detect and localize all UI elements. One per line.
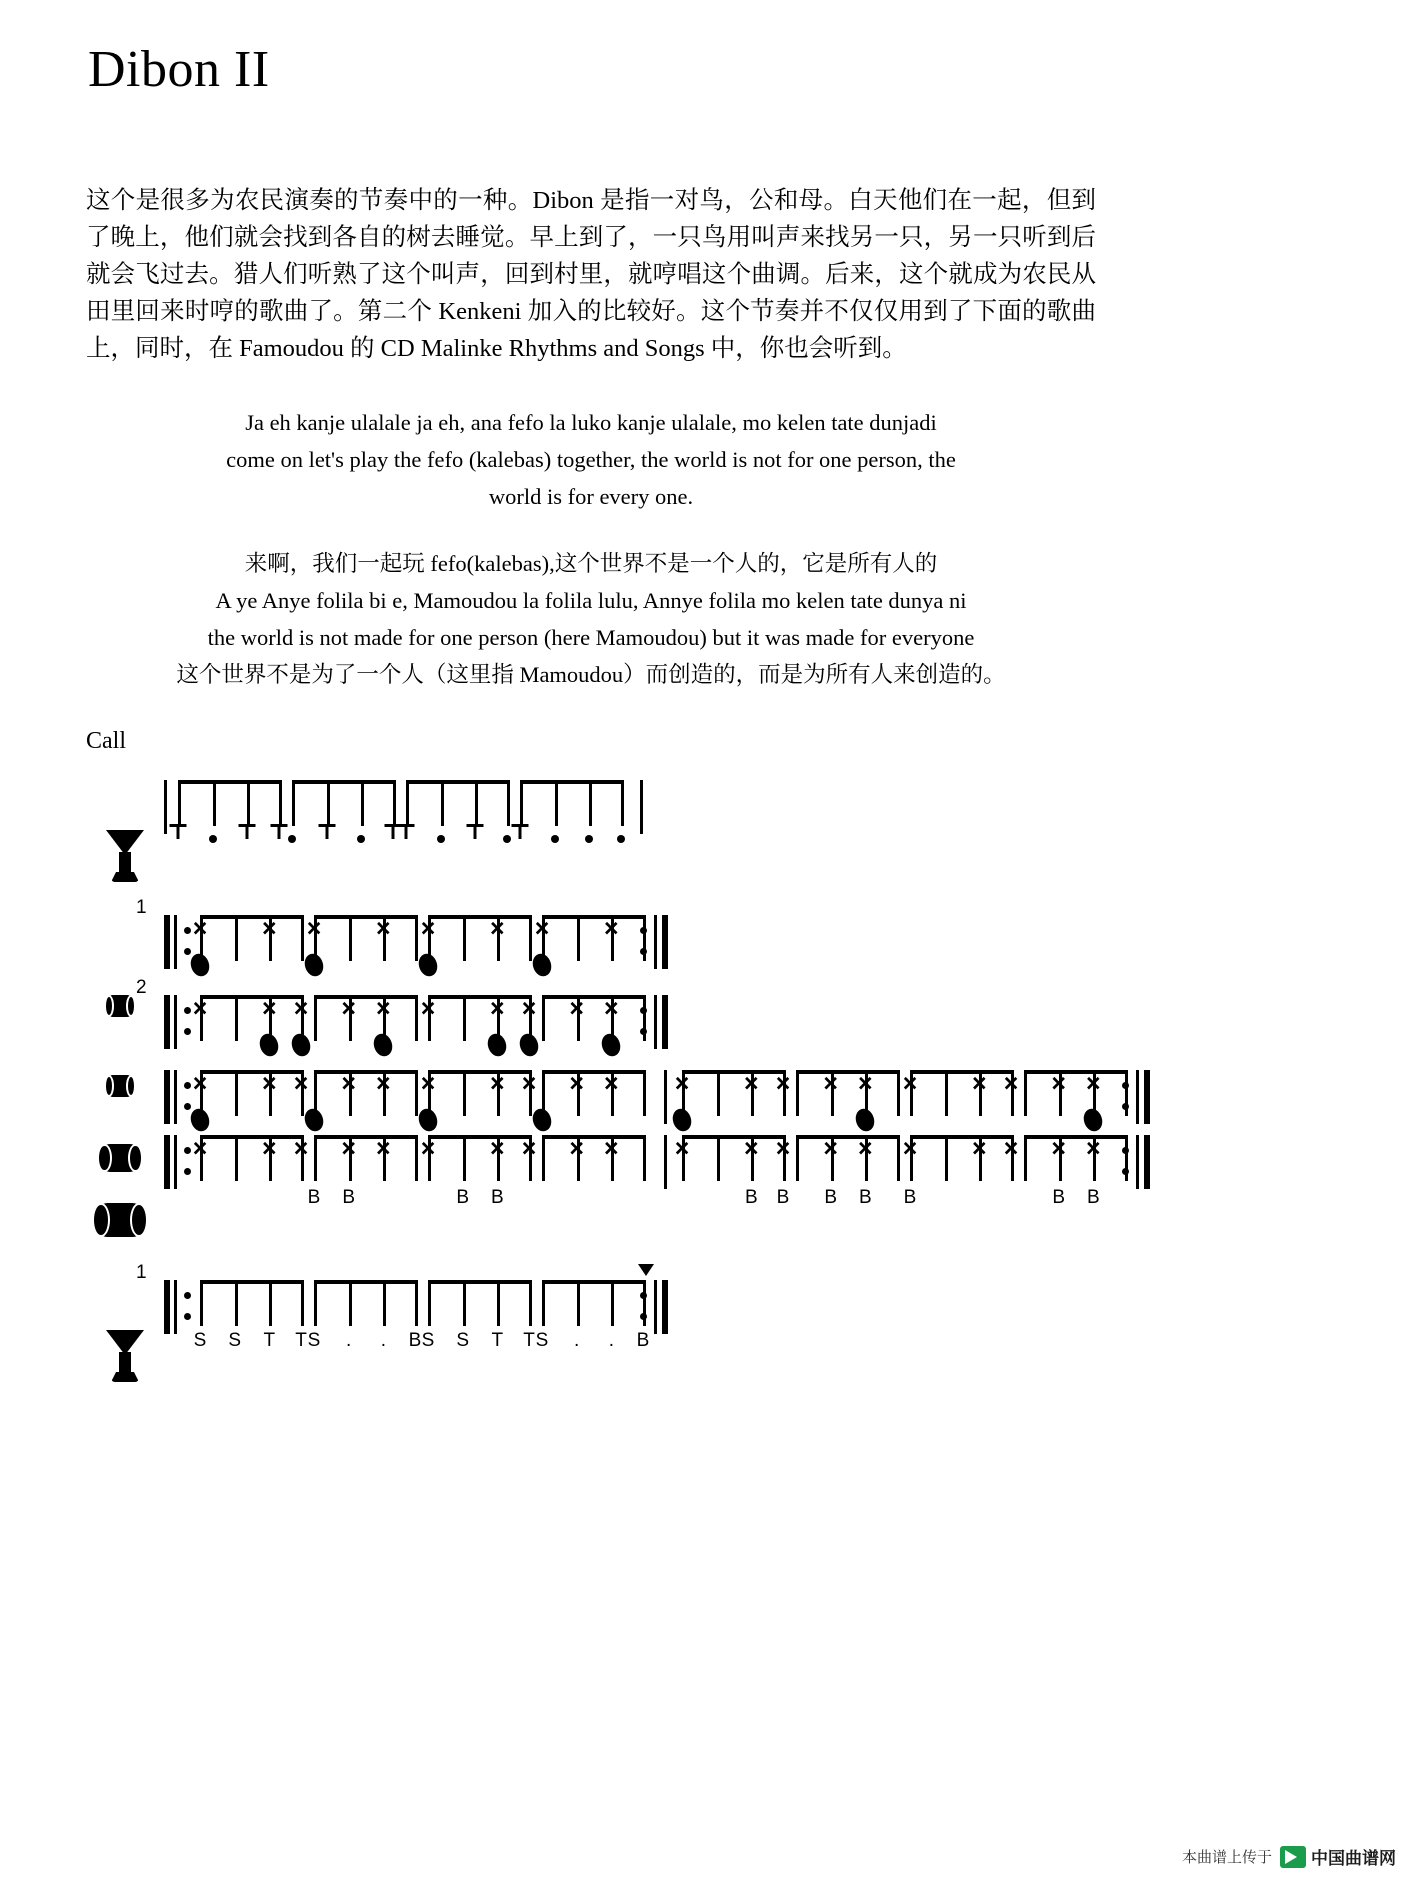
djembe-stem: [119, 852, 131, 874]
beam: [314, 1280, 418, 1284]
note-stem: [314, 995, 317, 1041]
x-notehead: ×: [293, 1134, 309, 1163]
bass-letter: B: [858, 1187, 872, 1208]
x-notehead: ×: [376, 1069, 391, 1098]
note-syllable: B: [636, 1330, 650, 1351]
repeat-dot: [640, 1007, 647, 1014]
beam: [200, 995, 304, 999]
note-syllable: S: [421, 1330, 435, 1351]
note-stem: [301, 915, 304, 961]
note-stem: [555, 780, 558, 826]
note-syllable: S: [307, 1330, 321, 1351]
repeat-dot: [184, 1103, 191, 1110]
note-stem: [383, 1280, 386, 1326]
x-notehead: ×: [858, 1134, 873, 1163]
x-notehead: ×: [604, 1069, 619, 1098]
x-notehead: ×: [192, 1134, 208, 1163]
x-notehead: ×: [1086, 1134, 1101, 1163]
note-stem: [577, 1280, 580, 1326]
barline: [1136, 1135, 1139, 1189]
note-syllable: .: [346, 1330, 352, 1351]
ending-number: 1: [136, 897, 147, 918]
note-syllable: S: [456, 1330, 469, 1351]
beam: [542, 915, 646, 919]
barline: [654, 1280, 657, 1334]
bass-letter: B: [342, 1187, 355, 1208]
note-stem: [393, 780, 396, 826]
note-stem: [611, 1280, 614, 1326]
dunun-head-right: [130, 1203, 148, 1237]
x-notehead: ×: [569, 1134, 584, 1163]
x-notehead: ×: [293, 994, 309, 1023]
note-syllable: B: [408, 1330, 422, 1351]
note-stem: [200, 1280, 203, 1326]
beam: [200, 1070, 304, 1074]
repeat-dots: [184, 1082, 191, 1110]
thick-barline: [662, 1280, 668, 1334]
x-notehead: ×: [192, 994, 208, 1023]
beam: [200, 1135, 304, 1139]
rest-dot: [617, 835, 625, 843]
x-notehead: ×: [341, 1134, 356, 1163]
lyric-line: come on let's play the fefo (kalebas) together, the world is not for one person, the: [226, 447, 956, 472]
beam: [314, 1070, 418, 1074]
x-notehead: ×: [569, 994, 584, 1023]
x-notehead: ×: [823, 1134, 838, 1163]
x-notehead: ×: [775, 1134, 791, 1163]
note-stem: [301, 1280, 304, 1326]
thick-barline: [164, 1280, 170, 1334]
barline: [164, 780, 167, 834]
repeat-dots: [184, 1007, 191, 1035]
barline: [654, 995, 657, 1049]
x-notehead: ×: [376, 914, 391, 943]
x-notehead: ×: [744, 1134, 759, 1163]
note-stem: [463, 1135, 466, 1181]
note-stem: [415, 995, 418, 1041]
beam: [428, 1135, 532, 1139]
beam: [200, 915, 304, 919]
note-stem: [235, 995, 238, 1041]
x-notehead: ×: [1051, 1069, 1066, 1098]
tap-tick: [398, 824, 415, 842]
note-stem: [897, 1135, 900, 1181]
note-stem: [327, 780, 330, 826]
note-stem: [542, 1135, 545, 1181]
x-notehead: ×: [490, 914, 505, 943]
note-stem: [415, 1135, 418, 1181]
beam: [292, 780, 396, 784]
x-notehead: ×: [420, 994, 436, 1023]
repeat-dot: [184, 1292, 191, 1299]
note-stem: [269, 1280, 272, 1326]
rest-dot: [437, 835, 445, 843]
note-stem: [292, 780, 295, 826]
bass-letter: B: [824, 1187, 837, 1208]
note-syllable: .: [380, 1330, 386, 1351]
x-notehead: ×: [306, 914, 322, 943]
note-stem: [415, 915, 418, 961]
bass-notehead: [188, 951, 212, 978]
bass-letter: B: [1052, 1187, 1065, 1208]
note-syllable: T: [491, 1330, 504, 1351]
lyric-line: A ye Anye folila bi e, Mamoudou la folila lulu, Annye folila mo kelen tate dunya ni: [215, 588, 967, 613]
repeat-dot: [184, 948, 191, 955]
repeat-dots: [640, 1292, 647, 1320]
bass-notehead: [517, 1031, 541, 1058]
play-logo-icon: [1280, 1846, 1306, 1868]
note-stem: [643, 1070, 646, 1116]
x-notehead: ×: [521, 994, 537, 1023]
djembe-foot: [111, 872, 139, 882]
note-stem: [441, 780, 444, 826]
djembe-stem: [119, 1352, 131, 1374]
beam: [682, 1070, 786, 1074]
lyric-line: the world is not made for one person (here Mamoudou) but it was made for everyone: [207, 625, 975, 650]
note-stem: [235, 1280, 238, 1326]
note-stem: [415, 1070, 418, 1116]
note-stem: [406, 780, 409, 826]
note-stem: [415, 1280, 418, 1326]
repeat-dot: [184, 1007, 191, 1014]
lyric-line: 这个世界不是为了一个人（这里指 Mamoudou）而创造的，而是为所有人来创造的。: [176, 662, 1006, 687]
bass-notehead: [302, 951, 326, 978]
ending-number: 1: [136, 1262, 147, 1283]
barline: [664, 1135, 667, 1189]
barline: [1136, 1070, 1139, 1124]
tap-tick: [271, 824, 288, 842]
x-notehead: ×: [604, 914, 619, 943]
bass-letter: B: [490, 1187, 504, 1208]
beam: [542, 1280, 646, 1284]
dunun-large-instrument-icon: [94, 1203, 146, 1237]
beam: [796, 1135, 900, 1139]
djembe-icon: [106, 1330, 144, 1382]
repeat-dots: [184, 1292, 191, 1320]
beam: [542, 1135, 646, 1139]
beam: [428, 915, 532, 919]
note-stem: [475, 780, 478, 826]
note-stem: [178, 780, 181, 826]
footer-note: 本曲谱上传于: [1181, 1849, 1272, 1866]
note-stem: [497, 1280, 500, 1326]
barline: [640, 780, 643, 834]
barline: [174, 1070, 177, 1124]
note-stem: [529, 1280, 532, 1326]
lyric-line: Ja eh kanje ulalale ja eh, ana fefo la luko kanje ulalale, mo kelen tate dunjadi: [245, 410, 937, 435]
note-syllable: .: [574, 1330, 580, 1351]
x-notehead: ×: [420, 1134, 436, 1163]
x-notehead: ×: [376, 994, 391, 1023]
lyric-line: 来啊，我们一起玩 fefo(kalebas),这个世界不是一个人的，它是所有人的: [244, 551, 938, 576]
x-notehead: ×: [1051, 1134, 1066, 1163]
x-notehead: ×: [420, 1069, 436, 1098]
note-stem: [1024, 1070, 1027, 1116]
note-stem: [428, 1280, 431, 1326]
rest-dot: [357, 835, 365, 843]
tap-tick: [467, 824, 484, 842]
thick-barline: [662, 915, 668, 969]
note-stem: [247, 780, 250, 826]
note-syllable: T: [295, 1330, 307, 1351]
x-notehead: ×: [1003, 1069, 1019, 1098]
x-notehead: ×: [262, 1069, 277, 1098]
note-stem: [945, 1070, 948, 1116]
djembe-icon: [106, 830, 144, 882]
bass-letter: B: [903, 1187, 917, 1208]
note-stem: [542, 995, 545, 1041]
note-stem: [235, 1135, 238, 1181]
thick-barline: [164, 915, 170, 969]
note-syllable: T: [263, 1330, 276, 1351]
x-notehead: ×: [262, 914, 277, 943]
note-stem: [507, 780, 510, 826]
bass-notehead: [485, 1031, 509, 1058]
dunun-large-icon: [94, 1203, 146, 1237]
note-syllable: T: [523, 1330, 535, 1351]
repeat-dot: [184, 1168, 191, 1175]
x-notehead: ×: [490, 1069, 505, 1098]
x-notehead: ×: [569, 1069, 584, 1098]
lyric-line: world is for every one.: [488, 484, 694, 509]
rest-dot: [288, 835, 296, 843]
x-notehead: ×: [521, 1069, 537, 1098]
x-notehead: ×: [744, 1069, 759, 1098]
repeat-dots: [640, 1007, 647, 1035]
note-stem: [529, 915, 532, 961]
footer: [1182, 1844, 1396, 1869]
rest-dot: [503, 835, 511, 843]
thick-barline: [662, 995, 668, 1049]
thick-barline: [1144, 1135, 1150, 1189]
x-notehead: ×: [775, 1069, 791, 1098]
page-title: Dibon II: [88, 41, 270, 98]
x-notehead: ×: [902, 1069, 918, 1098]
djembe-instrument-icon: [106, 1330, 144, 1382]
beam: [910, 1135, 1014, 1139]
repeat-dots: [1122, 1147, 1129, 1175]
staff-system-djembe-call: [86, 770, 1326, 890]
x-notehead: ×: [490, 1134, 505, 1163]
beam: [178, 780, 282, 784]
x-notehead: ×: [674, 1134, 690, 1163]
note-stem: [643, 1135, 646, 1181]
note-syllable: S: [228, 1330, 241, 1351]
accent-mark: [638, 1264, 654, 1276]
bass-notehead: [599, 1031, 623, 1058]
dunun-head-left: [92, 1203, 110, 1237]
note-stem: [621, 780, 624, 826]
beam: [542, 1070, 646, 1074]
x-notehead: ×: [341, 994, 356, 1023]
tap-tick: [512, 824, 529, 842]
x-notehead: ×: [420, 914, 436, 943]
tap-tick: [239, 824, 256, 842]
x-notehead: ×: [293, 1069, 309, 1098]
call-section-label: Call: [86, 728, 126, 754]
note-stem: [463, 915, 466, 961]
beam: [682, 1135, 786, 1139]
bass-notehead: [371, 1031, 395, 1058]
beam: [428, 1070, 532, 1074]
beam: [200, 1280, 304, 1284]
footer-brand: 中国曲谱网: [1311, 1849, 1396, 1868]
repeat-dot: [1122, 1103, 1129, 1110]
bass-notehead: [530, 951, 554, 978]
bass-letter: B: [1086, 1187, 1100, 1208]
beam: [520, 780, 624, 784]
bass-notehead: [416, 951, 440, 978]
barline: [664, 1070, 667, 1124]
repeat-dot: [184, 1147, 191, 1154]
thick-barline: [164, 995, 170, 1049]
staff-system-djembe-pattern-1: [86, 1262, 1326, 1390]
repeat-dot: [640, 1292, 647, 1299]
beam: [428, 995, 532, 999]
repeat-dot: [184, 927, 191, 934]
repeat-dot: [1122, 1168, 1129, 1175]
intro-paragraph-text: 这个是很多为农民演奏的节奏中的一种。Dibon 是指一对鸟，公和母。白天他们在一起，但到了晚上，他们就会找到各自的树去睡觉。早上到了，一只鸟用叫声来找另一只，另一只听到后就会飞过去。猎人们听熟了这个叫声，回到村里，就哼唱这个曲调。后来，这个就成为农民从田里回来时哼的歌曲了。第二个 Kenkeni 加入的比较好。这个节奏并不仅仅用到了下面的歌曲上，同时，在 Famoudou 的 CD Malinke Rhythms and Songs 中，你也会听到。: [86, 187, 1096, 362]
beam: [428, 1280, 532, 1284]
x-notehead: ×: [858, 1069, 873, 1098]
repeat-dot: [1122, 1082, 1129, 1089]
repeat-dot: [640, 1028, 647, 1035]
lyrics-block-malinke-english: [86, 404, 1096, 515]
note-stem: [542, 1280, 545, 1326]
intro-paragraph: [86, 182, 1096, 367]
note-stem: [314, 1135, 317, 1181]
djembe-instrument-icon: [106, 830, 144, 882]
ending-number: 2: [136, 977, 147, 998]
thick-barline: [164, 1070, 170, 1124]
beam: [542, 995, 646, 999]
x-notehead: ×: [1003, 1134, 1019, 1163]
rest-dot: [209, 835, 217, 843]
beam: [314, 1135, 418, 1139]
note-stem: [1024, 1135, 1027, 1181]
note-stem: [349, 915, 352, 961]
x-notehead: ×: [534, 914, 550, 943]
x-notehead: ×: [192, 1069, 208, 1098]
rest-dot: [585, 835, 593, 843]
note-stem: [463, 995, 466, 1041]
note-stem: [279, 780, 282, 826]
x-notehead: ×: [376, 1134, 391, 1163]
x-notehead: ×: [902, 1134, 918, 1163]
x-notehead: ×: [341, 1069, 356, 1098]
beam: [1024, 1135, 1128, 1139]
note-stem: [213, 780, 216, 826]
note-stem: [361, 780, 364, 826]
note-stem: [945, 1135, 948, 1181]
x-notehead: ×: [674, 1069, 690, 1098]
staff-system-dundunba: [86, 1125, 1326, 1245]
bass-notehead: [257, 1031, 281, 1058]
beam: [406, 780, 510, 784]
bass-letter: B: [776, 1187, 790, 1208]
repeat-dot: [640, 927, 647, 934]
x-notehead: ×: [192, 914, 208, 943]
note-syllable: S: [535, 1330, 549, 1351]
repeat-dot: [640, 1313, 647, 1320]
x-notehead: ×: [604, 1134, 619, 1163]
bass-letter: B: [307, 1187, 321, 1208]
rest-dot: [551, 835, 559, 843]
x-notehead: ×: [262, 994, 277, 1023]
repeat-dots: [184, 927, 191, 955]
note-stem: [235, 1070, 238, 1116]
x-notehead: ×: [972, 1134, 987, 1163]
barline: [174, 995, 177, 1049]
barline: [174, 915, 177, 969]
barline: [174, 1280, 177, 1334]
tap-tick: [318, 824, 335, 842]
bass-letter: B: [456, 1187, 469, 1208]
note-stem: [589, 780, 592, 826]
x-notehead: ×: [823, 1069, 838, 1098]
lyrics-block-chinese-malinke: [86, 545, 1096, 693]
repeat-dots: [640, 927, 647, 955]
repeat-dot: [184, 1313, 191, 1320]
x-notehead: ×: [521, 1134, 537, 1163]
repeat-dot: [1122, 1147, 1129, 1154]
x-notehead: ×: [604, 994, 619, 1023]
note-stem: [235, 915, 238, 961]
repeat-dots: [1122, 1082, 1129, 1110]
note-stem: [717, 1135, 720, 1181]
note-stem: [463, 1280, 466, 1326]
note-syllable: .: [608, 1330, 614, 1351]
bass-letter: B: [744, 1187, 758, 1208]
barline: [174, 1135, 177, 1189]
repeat-dot: [640, 948, 647, 955]
beam: [910, 1070, 1014, 1074]
note-syllable: S: [193, 1330, 207, 1351]
beam: [314, 995, 418, 999]
beam: [1024, 1070, 1128, 1074]
x-notehead: ×: [1086, 1069, 1101, 1098]
bass-notehead: [289, 1031, 313, 1058]
note-stem: [717, 1070, 720, 1116]
tap-tick: [170, 824, 187, 842]
note-stem: [577, 915, 580, 961]
note-stem: [520, 780, 523, 826]
x-notehead: ×: [972, 1069, 987, 1098]
thick-barline: [1144, 1070, 1150, 1124]
repeat-dot: [184, 1082, 191, 1089]
note-stem: [349, 1280, 352, 1326]
beam: [314, 915, 418, 919]
x-notehead: ×: [490, 994, 505, 1023]
note-stem: [796, 1070, 799, 1116]
beam: [796, 1070, 900, 1074]
note-stem: [897, 1070, 900, 1116]
note-stem: [796, 1135, 799, 1181]
barline: [654, 915, 657, 969]
repeat-dots: [184, 1147, 191, 1175]
note-stem: [314, 1280, 317, 1326]
note-stem: [463, 1070, 466, 1116]
thick-barline: [164, 1135, 170, 1189]
x-notehead: ×: [262, 1134, 277, 1163]
repeat-dot: [184, 1028, 191, 1035]
djembe-foot: [111, 1372, 139, 1382]
